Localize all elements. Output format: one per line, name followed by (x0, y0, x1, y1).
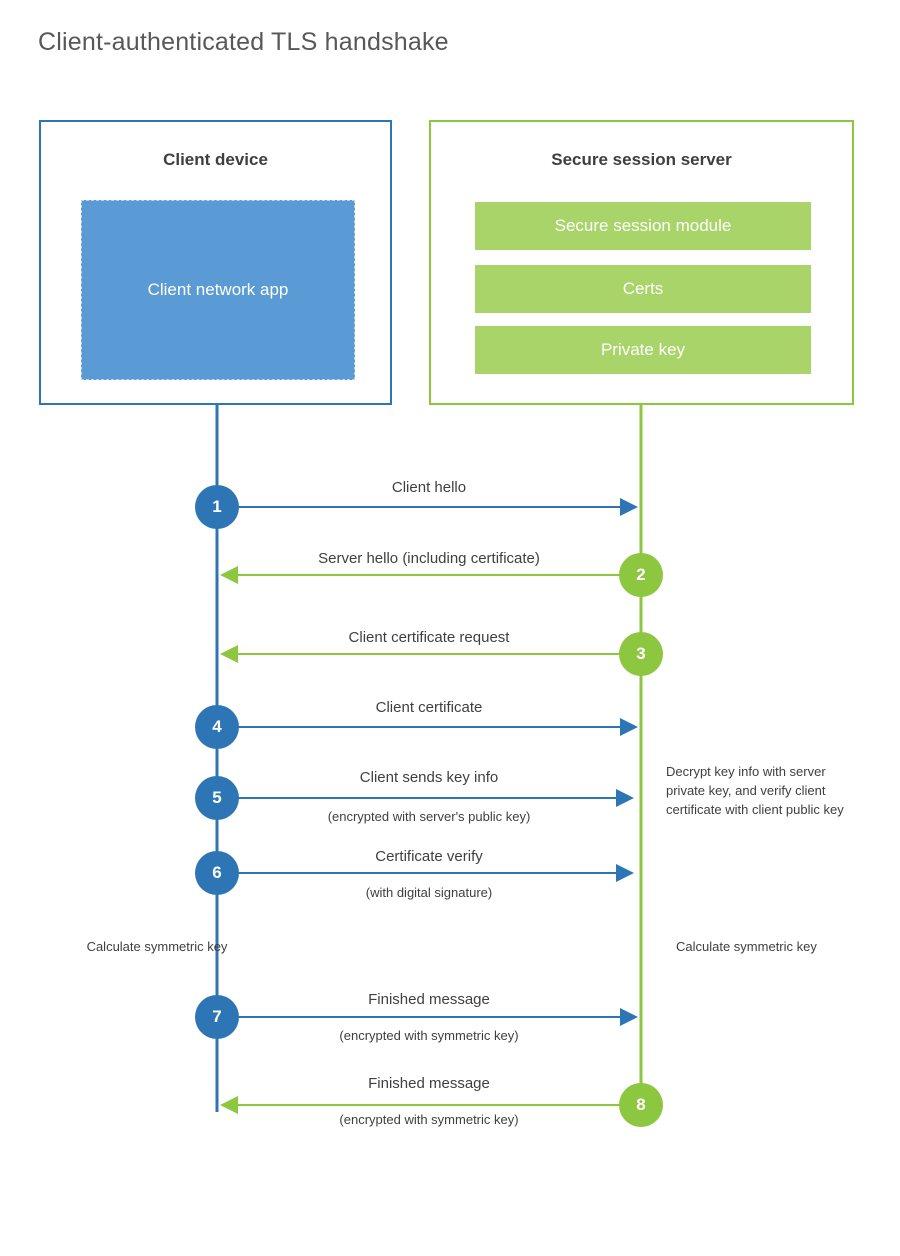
server-item-secure-session-module: Secure session module (475, 202, 811, 250)
message-label-1: Client hello (391, 479, 467, 496)
server-item-certs: Certs (475, 265, 811, 313)
step-badge-1: 1 (195, 485, 239, 529)
step-badge-8: 8 (619, 1083, 663, 1127)
client-device-title: Client device (163, 150, 268, 169)
page-title: Client-authenticated TLS handshake (38, 28, 449, 56)
message-label-8: Finished message (368, 1075, 490, 1092)
note-server-calculate-symmetric-key: Calculate symmetric key (676, 939, 817, 954)
message-sublabel-6: (with digital signature) (365, 885, 493, 900)
step-badge-5: 5 (195, 776, 239, 820)
step-badge-2: 2 (619, 553, 663, 597)
message-label-6: Certificate verify (375, 848, 483, 865)
step-badge-4: 4 (195, 705, 239, 749)
server-item-private-key: Private key (475, 326, 811, 374)
client-device-box (39, 120, 392, 405)
client-network-app: Client network app (81, 200, 355, 380)
secure-session-server-title: Secure session server (551, 150, 732, 169)
message-sublabel-7: (encrypted with symmetric key) (339, 1028, 519, 1043)
message-label-2: Server hello (including certificate) (318, 550, 540, 567)
message-label-5: Client sends key info (359, 769, 499, 786)
message-label-4: Client certificate (375, 699, 483, 716)
note-server-decrypt: Decrypt key info with server private key, and verify client certificate with client public key (666, 764, 844, 817)
step-badge-7: 7 (195, 995, 239, 1039)
step-badge-6: 6 (195, 851, 239, 895)
message-label-3: Client certificate request (348, 629, 510, 646)
message-sublabel-5: (encrypted with server's public key) (327, 809, 531, 824)
message-sublabel-8: (encrypted with symmetric key) (339, 1112, 519, 1127)
step-badge-3: 3 (619, 632, 663, 676)
secure-session-server-box (429, 120, 854, 405)
note-client-calculate-symmetric-key: Calculate symmetric key (86, 939, 228, 954)
message-label-7: Finished message (368, 991, 490, 1008)
